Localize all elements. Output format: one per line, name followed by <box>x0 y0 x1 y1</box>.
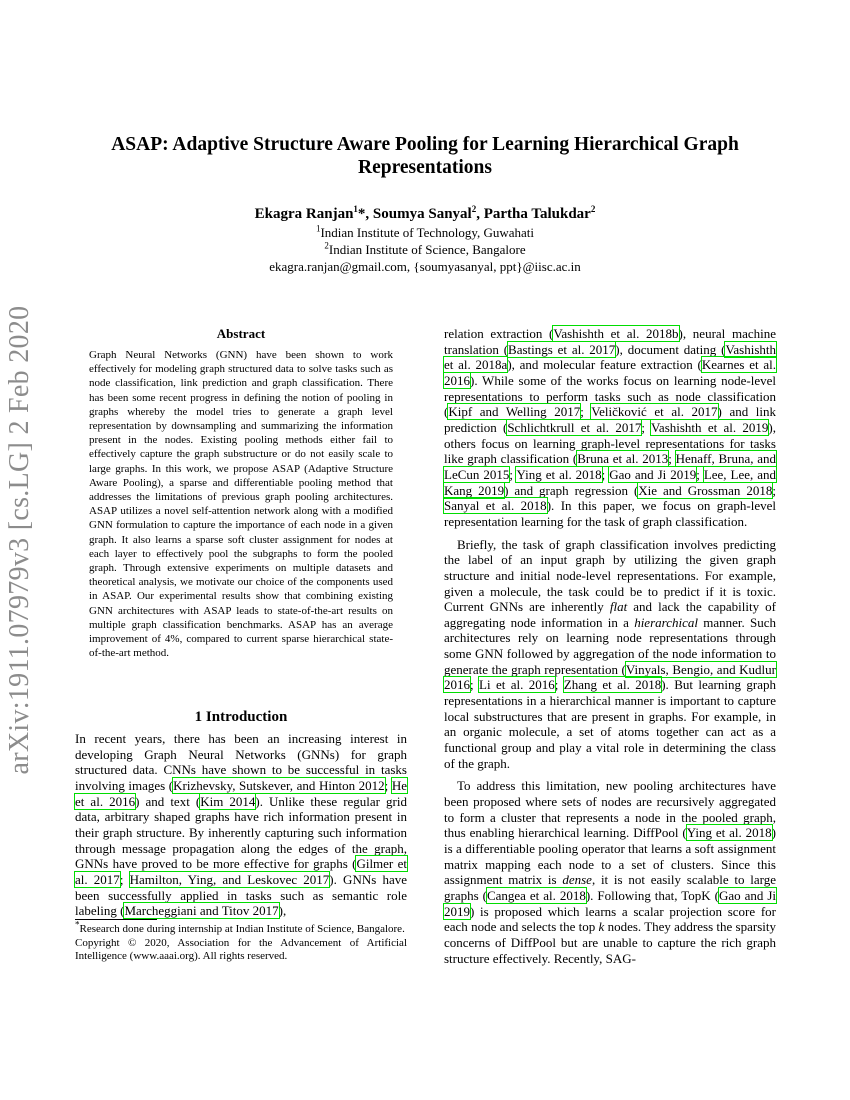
citation-link[interactable]: Veličković et al. 2017 <box>591 404 718 420</box>
superscript-marker: 1 <box>315 223 321 234</box>
introduction-paragraph: In recent years, there has been an increasing interest in developing Graph Neural Networks (GNNs) for graph structured data. CNNs have shown to be successful in tasks involving images (Krizhevsky, Sutskever, and Hinton 2012; He et al. 2016) and text (Kim 2014). Unlike these regular grid data, arbitrary shaped graphs have rich information present in their graph structure. By inherently capturing such information through message propagation along the edges of the graph, GNNs have proved to be more effective for graphs (Gilmer et al. 2017; Hamilton, Ying, and Leskovec 2017). GNNs have been successfully applied in tasks such as semantic role labeling (Marcheggiani and Titov 2017), <box>75 731 407 919</box>
abstract-heading: Abstract <box>216 326 266 341</box>
citation-link[interactable]: Ying et al. 2018 <box>516 466 602 482</box>
citation-link[interactable]: Vashishth et al. 2018a <box>444 341 776 373</box>
paragraph-pooling-limitation: To address this limitation, new pooling architectures have been proposed where sets of nodes are recursively aggregated to form a cluster that represents a node in the pooled graph, thus enabling hierarchical learning. DiffPool (Ying et al. 2018) is a differentiable pooling operator that learns a soft assignment matrix mapping each node to a set of clusters. Since this assignment matrix is dense, it is not easily scalable to large graphs (Cangea et al. 2018). Following that, TopK (Gao and Ji 2019) is proposed which learns a scalar projection score for each node and selects the top k nodes. They address the sparsity concerns of DiffPool but are unable to capture the rich graph structure effectively. Recently, SAG- <box>444 778 777 966</box>
citation-link[interactable]: Gilmer et al. 2017 <box>75 856 407 887</box>
citation-link[interactable]: Vinyals, Bengio, and Kudlur 2016 <box>444 661 776 693</box>
citation-link[interactable]: Bastings et al. 2017 <box>508 341 616 357</box>
citation-link[interactable]: Schlichtkrull et al. 2017 <box>507 419 642 435</box>
citation-link[interactable]: Gao and Ji 2019 <box>444 887 776 919</box>
author-emails: ekagra.ranjan@gmail.com, {soumyasanyal, ppt}@iisc.ac.in <box>269 259 581 274</box>
paragraph-related-work: relation extraction (Vashishth et al. 2018b), neural machine translation (Bastings et al. 2017), document dating (Vashishth et al. 2018a), and molecular feature extraction (Kearnes et al. 2016). While some of the works focus on learning node-level representations to perform tasks such as node classification (Kipf and Welling 2017; Veličković et al. 2017) and link prediction (Schlichtkrull et al. 2017; Vashishth et al. 2019), others focus on learning graph-level representations for tasks like graph classification (Bruna et al. 2013; Henaff, Bruna, and LeCun 2015; Ying et al. 2018; Gao and Ji 2019; Lee, Lee, and Kang 2019) and graph regression (Xie and Grossman 2018; Sanyal et al. 2018). In this paper, we focus on graph-level representation learning for the task of graph classification. <box>444 326 777 529</box>
citation-link[interactable]: Ying et al. 2018 <box>686 825 772 841</box>
citation-link[interactable]: Hamilton, Ying, and Leskovec 2017 <box>129 871 330 887</box>
affiliation-1: $^1$Indian Institute of Technology, Guwahati <box>315 223 535 240</box>
citation-link[interactable]: Marcheggiani and Titov 2017 <box>124 903 279 919</box>
citation-link[interactable]: Lee, Lee, and Kang 2019 <box>444 466 776 498</box>
citation-link[interactable]: Vashishth et al. 2019 <box>650 419 769 435</box>
citation-link[interactable]: Kipf and Welling 2017 <box>448 404 581 420</box>
citation-link[interactable]: Henaff, Bruna, and LeCun 2015 <box>444 451 776 482</box>
emphasized-term: hierarchical <box>634 614 698 630</box>
citation-link[interactable]: Cangea et al. 2018 <box>486 887 586 903</box>
affiliation-2: $^2$Indian Institute of Science, Bangalore <box>324 240 526 257</box>
emphasized-term: flat <box>609 599 628 615</box>
citation-link[interactable]: Kim 2014 <box>200 793 256 809</box>
superscript-marker: 2 <box>471 204 477 214</box>
author-list: Ekagra Ranjan$^1$*, Soumya Sanyal$^2$, Partha Talukdar$^2$ <box>254 204 596 222</box>
right-column <box>444 326 776 973</box>
superscript-marker: * <box>75 919 80 930</box>
citation-link[interactable]: Xie and Grossman 2018 <box>638 482 773 498</box>
citation-link[interactable]: Kearnes et al. 2016 <box>444 357 776 388</box>
superscript-marker: 1 <box>353 204 358 214</box>
citation-link[interactable]: Li et al. 2016 <box>479 677 555 693</box>
emphasized-term: k <box>598 919 605 935</box>
paragraph-graph-classification: Briefly, the task of graph classification involves predicting the label of an input graph by utilizing the given graph structure and initial node-level representations. For example, given a molecule, the task could be to predict if it is toxic. Current GNNs are inherently flat and lack the capability of aggregating node information in a hierarchical manner. Such architectures rely on learning node representations through some GNN followed by aggregation of the node information to generate the graph representation (Vinyals, Bengio, and Kudlur 2016; Li et al. 2016; Zhang et al. 2018). But learning graph representations in a hierarchical manner is important to capture local substructures that are present in graphs. For example, in an organic molecule, a set of atoms together can act as a functional group and play a vital role in determining the class of the graph. <box>444 536 777 771</box>
superscript-marker: 2 <box>324 240 329 251</box>
superscript-marker: 2 <box>590 204 596 214</box>
emphasized-term: dense <box>562 872 592 888</box>
citation-link[interactable]: Krizhevsky, Sutskever, and Hinton 2012 <box>173 777 385 793</box>
footnote-text: *Research done during internship at Indian Institute of Science, Bangalore. Copyright © 2020, Association for the Advancement of Artificial Intelligence (www.aaai.org). All rights reserved. <box>75 919 407 962</box>
citation-link[interactable]: Gao and Ji 2019 <box>609 466 697 482</box>
citation-link[interactable]: Vashishth et al. 2018b <box>553 326 679 341</box>
abstract-text: Graph Neural Networks (GNN) have been shown to work effectively for modeling graph structured data to solve tasks such as node classification, link prediction and graph classification. There has been some recent progress in defining the notion of pooling in graphs whereby the model tries to generate a graph level representation by downsampling and summarizing the information present in the nodes. Existing pooling methods either fail to effectively capture the graph substructure or do not easily scale to large graphs. In this work, we propose ASAP (Adaptive Structure Aware Pooling), a sparse and differentiable pooling method that addresses the limitations of previous graph pooling architectures. ASAP utilizes a novel self-attention network along with a modified GNN formulation to capture the importance of each node in a given graph. It also learns a sparse soft cluster assignment for nodes at each layer to effectively pool the subgraphs to form the pooled graph. Through extensive experiments on multiple datasets and theoretical analysis, we motivate our choice of the components used in ASAP. Our experimental results show that combining existing GNN architectures with ASAP leads to state-of-the-art results on multiple graph classification benchmarks. ASAP has an average improvement of 4%, compared to current sparse hierarchical state-of-the-art method. <box>89 349 393 660</box>
citation-link[interactable]: He et al. 2016 <box>75 777 407 809</box>
citation-link[interactable]: Sanyal et al. 2018 <box>444 498 547 514</box>
arxiv-identifier: arXiv:1911.07979v3 [cs.LG] 2 Feb 2020 <box>4 305 35 775</box>
citation-link[interactable]: Zhang et al. 2018 <box>563 677 662 693</box>
footnote-rule <box>75 919 157 920</box>
paper-title: ASAP: Adaptive Structure Aware Pooling for Learning Hierarchical Graph Representations <box>111 134 739 178</box>
citation-link[interactable]: Bruna et al. 2013 <box>577 451 669 467</box>
section-heading-introduction: 1 Introduction <box>194 709 288 725</box>
